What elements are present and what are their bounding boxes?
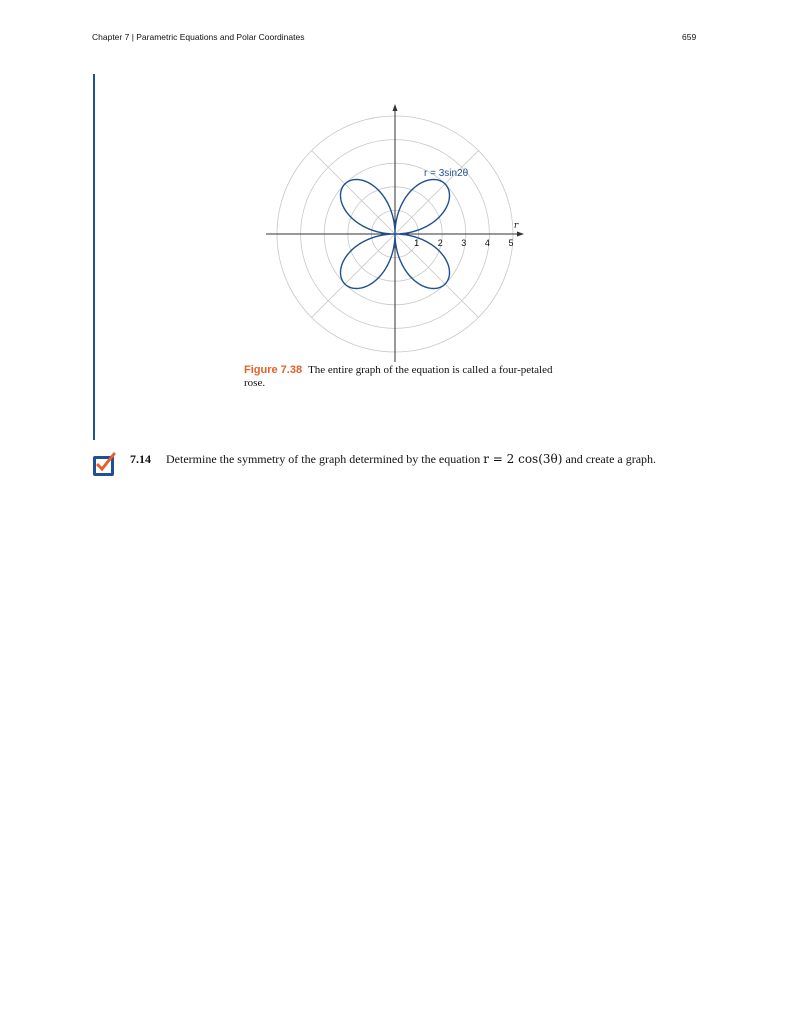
grid-ray-225deg [312, 234, 395, 317]
figure-label: Figure 7.38 [244, 364, 303, 376]
r-tick-label-1: 1 [414, 238, 420, 248]
horizontal-axis-arrow [517, 232, 524, 237]
running-header-chapter: Chapter 7 | Parametric Equations and Polar Coordinates [92, 32, 305, 42]
page-number: 659 [682, 32, 697, 42]
r-tick-label-3: 3 [461, 238, 467, 248]
figure-caption [244, 364, 554, 390]
curve-label: r = 3sin2θ [424, 168, 469, 179]
example-sidebar-rule [93, 74, 95, 440]
checkpoint-text-before: Determine the symmetry of the graph determined by the equation [166, 452, 481, 466]
r-tick-label-2: 2 [437, 238, 443, 248]
grid-ray-135deg [312, 151, 395, 234]
axis-label-r: r [513, 221, 519, 231]
grid-ray-45deg [395, 151, 478, 234]
checkpoint-text-after: and create a graph. [565, 452, 657, 466]
checkpoint-number: 7.14 [130, 452, 151, 466]
checkpoint-equation: r = 2 cos(3θ) [483, 452, 563, 466]
checkpoint-text [166, 452, 656, 467]
r-tick-label-5: 5 [508, 238, 514, 248]
r-tick-label-4: 4 [484, 238, 490, 248]
vertical-axis-arrow [393, 104, 398, 111]
polar-rose-graph [262, 100, 526, 364]
figure-caption-text: The entire graph of the equation is called a four-petaled rose. [244, 364, 553, 389]
checkpoint-icon [92, 451, 118, 477]
